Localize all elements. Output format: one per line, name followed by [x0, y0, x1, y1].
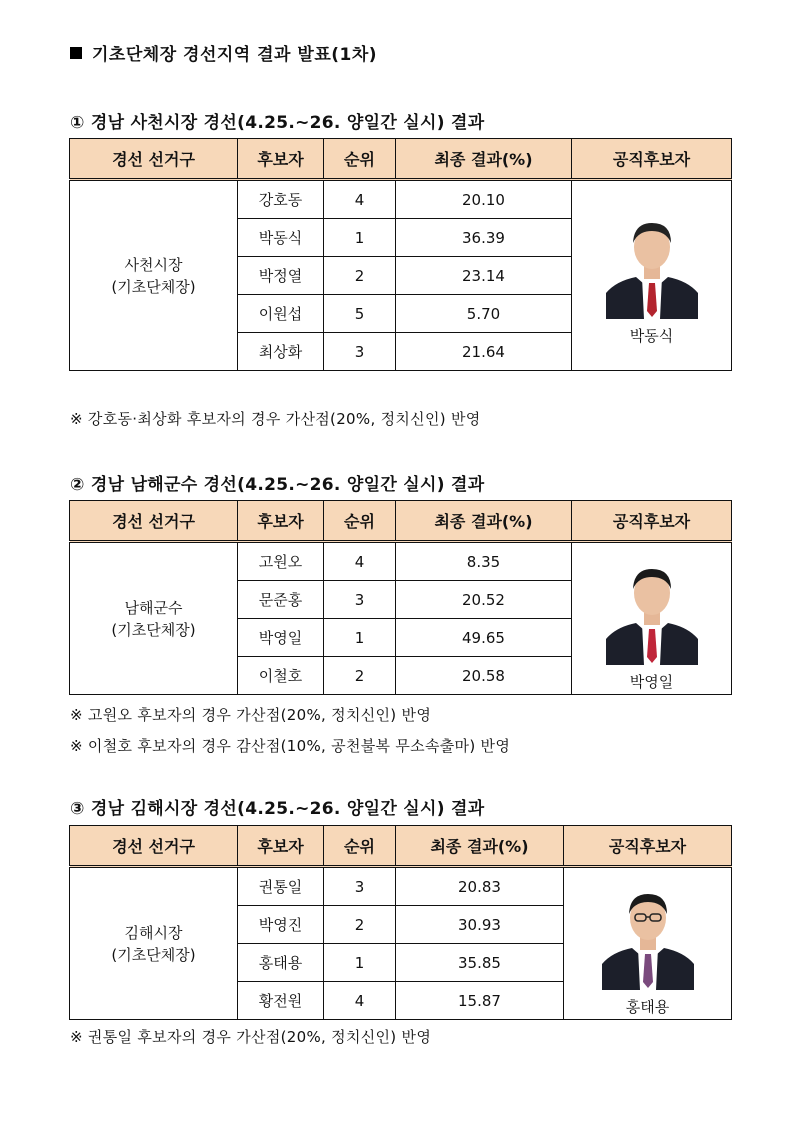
nominee-name: 홍태용: [625, 998, 670, 1016]
district-type: (기초단체장): [111, 945, 196, 964]
candidate-name: 권통일: [238, 867, 324, 906]
nominee-cell: [564, 867, 732, 1020]
header-nominee: 공직후보자: [572, 501, 732, 542]
header-rank: 순위: [324, 501, 396, 542]
candidate-result: 30.93: [396, 906, 564, 944]
candidate-name: 이철호: [238, 657, 324, 695]
nominee-name: 박동식: [629, 327, 674, 345]
candidate-result: 49.65: [396, 619, 572, 657]
candidate-name: 박영일: [238, 619, 324, 657]
results-table-namhae: [69, 500, 732, 695]
candidate-result: 23.14: [396, 257, 572, 295]
district-name: 김해시장: [124, 923, 183, 942]
header-candidate: 후보자: [238, 139, 324, 180]
candidate-rank: 2: [324, 657, 396, 695]
candidate-name: 박동식: [238, 219, 324, 257]
candidate-rank: 1: [324, 219, 396, 257]
candidate-rank: 2: [324, 906, 396, 944]
candidate-rank: 4: [324, 180, 396, 219]
candidate-result: 21.64: [396, 333, 572, 371]
district-type: (기초단체장): [111, 277, 196, 296]
header-nominee: 공직후보자: [564, 826, 732, 867]
candidate-result: 20.58: [396, 657, 572, 695]
district-cell: [70, 867, 238, 1020]
header-rank: 순위: [324, 826, 396, 867]
header-district: 경선 선거구: [70, 826, 238, 867]
candidate-name: 박영진: [238, 906, 324, 944]
nominee-photo: [602, 882, 694, 990]
table-row: [70, 542, 732, 581]
nominee-photo: [606, 211, 698, 319]
header-candidate: 후보자: [238, 501, 324, 542]
district-cell: [70, 180, 238, 371]
note-sacheon: ※ 강호동·최상화 후보자의 경우 가산점(20%, 정치신인) 반영: [70, 410, 481, 428]
candidate-rank: 5: [324, 295, 396, 333]
district-type: (기초단체장): [111, 620, 196, 639]
table-header-row: [70, 139, 732, 180]
candidate-name: 최상화: [238, 333, 324, 371]
header-result: 최종 결과(%): [396, 139, 572, 180]
candidate-rank: 4: [324, 982, 396, 1020]
district-name: 사천시장: [124, 255, 183, 274]
header-nominee: 공직후보자: [572, 139, 732, 180]
candidate-result: 20.83: [396, 867, 564, 906]
candidate-name: 박정열: [238, 257, 324, 295]
candidate-rank: 3: [324, 867, 396, 906]
district-cell: [70, 542, 238, 695]
candidate-name: 강호동: [238, 180, 324, 219]
nominee-photo: [606, 557, 698, 665]
section-title-sacheon: ① 경남 사천시장 경선(4.25.~26. 양일간 실시) 결과: [70, 113, 485, 133]
candidate-rank: 2: [324, 257, 396, 295]
table-header-row: [70, 501, 732, 542]
document-title-text: 기초단체장 경선지역 결과 발표(1차): [92, 45, 378, 65]
table-header-row: [70, 826, 732, 867]
results-table-sacheon: [69, 138, 732, 371]
header-district: 경선 선거구: [70, 501, 238, 542]
candidate-result: 20.10: [396, 180, 572, 219]
candidate-result: 36.39: [396, 219, 572, 257]
candidate-result: 5.70: [396, 295, 572, 333]
note-namhae-1: ※ 고원오 후보자의 경우 가산점(20%, 정치신인) 반영: [70, 706, 432, 724]
candidate-rank: 4: [324, 542, 396, 581]
section-title-gimhae: ③ 경남 김해시장 경선(4.25.~26. 양일간 실시) 결과: [70, 799, 485, 819]
candidate-rank: 1: [324, 619, 396, 657]
note-namhae-2: ※ 이철호 후보자의 경우 감산점(10%, 공천불복 무소속출마) 반영: [70, 737, 511, 755]
header-district: 경선 선거구: [70, 139, 238, 180]
candidate-rank: 1: [324, 944, 396, 982]
candidate-rank: 3: [324, 581, 396, 619]
candidate-rank: 3: [324, 333, 396, 371]
nominee-cell: [572, 180, 732, 371]
note-gimhae: ※ 권통일 후보자의 경우 가산점(20%, 정치신인) 반영: [70, 1028, 432, 1046]
candidate-name: 고원오: [238, 542, 324, 581]
candidate-result: 20.52: [396, 581, 572, 619]
table-row: [70, 180, 732, 219]
candidate-name: 홍태용: [238, 944, 324, 982]
table-row: [70, 867, 732, 906]
document-title: [70, 40, 377, 65]
header-result: 최종 결과(%): [396, 826, 564, 867]
candidate-name: 문준홍: [238, 581, 324, 619]
district-name: 남해군수: [124, 598, 183, 617]
header-rank: 순위: [324, 139, 396, 180]
candidate-result: 15.87: [396, 982, 564, 1020]
results-table-gimhae: [69, 825, 732, 1020]
nominee-name: 박영일: [629, 673, 674, 691]
black-square-icon: [70, 47, 82, 59]
candidate-name: 이원섭: [238, 295, 324, 333]
candidate-name: 황전원: [238, 982, 324, 1020]
nominee-cell: [572, 542, 732, 695]
candidate-result: 8.35: [396, 542, 572, 581]
header-result: 최종 결과(%): [396, 501, 572, 542]
candidate-result: 35.85: [396, 944, 564, 982]
section-title-namhae: ② 경남 남해군수 경선(4.25.~26. 양일간 실시) 결과: [70, 475, 485, 495]
header-candidate: 후보자: [238, 826, 324, 867]
